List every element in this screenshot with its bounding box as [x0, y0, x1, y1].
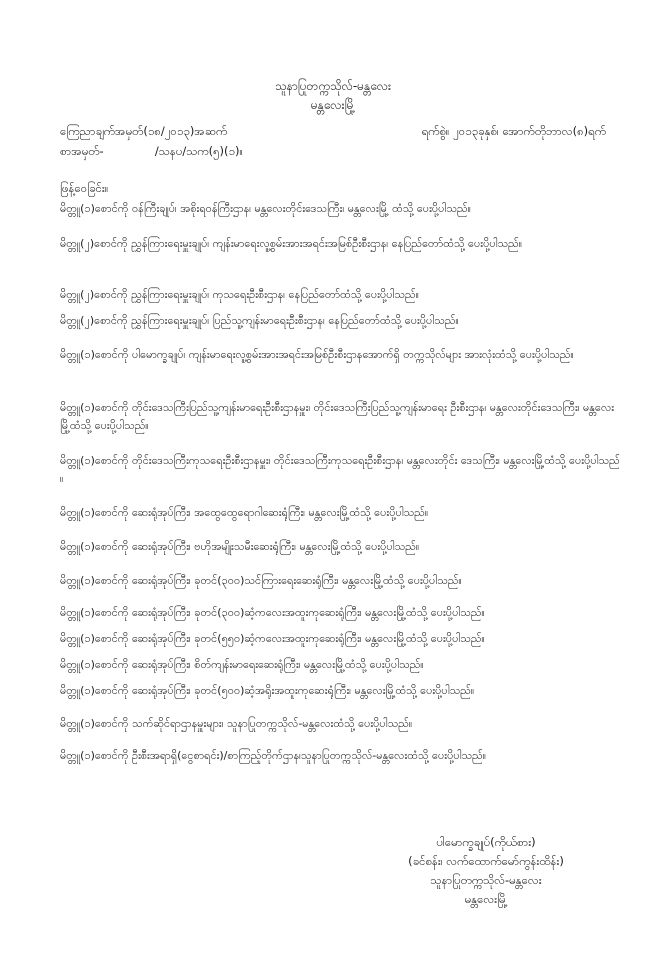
distribution-item: မိတ္တူ(၁)စောင်ကို ဆေးရုံအုပ်ကြီး၊ အထွေထွေရောဂါဆေးရုံကြီး၊ မန္တလေးမြို့ထံသို့ ပေးပို့ပါသည်။ — [60, 506, 429, 519]
header-city: မန္တလေးမြို့ — [310, 98, 356, 112]
distribution-item: မိတ္တူ(၁)စောင်ကို တိုင်းဒေသကြီးကုသရေးဦးစီးဌာနမှူး၊ တိုင်းဒေသကြီးကုသရေးဦးစီးဌာန၊ မန္တလေးတိုင်း ဒေသကြီး၊ မန္တလေးမြို့ထံသို့ ပေးပို့ပါသည်။ — [60, 454, 620, 485]
reference-line-1: ကြေညာချက်အမှတ်(၁၈/၂၀၁၃)အဆက် — [60, 124, 228, 138]
signature-title: ပါမောက္ခချုပ်(ကိုယ်စား) — [436, 835, 536, 849]
distribution-item: မိတ္တူ(၁)စောင်ကို ဦးစီးအရာရှိ(ငွေစာရင်း)/စာကြည့်တိုက်ဌာန၊သူနာပြုတက္ကသိုလ်-မန္တလေးထံသို့ ပေးပို့ပါသည်။ — [60, 749, 487, 762]
distribution-item: မိတ္တူ(၂)စောင်ကို ညွှန်ကြားရေးမှူးချုပ်၊ ကျန်းမာရေးလူ့စွမ်းအားအရင်းအမြစ်ဦးစီးဌာန၊ နေပြည်တော်ထံသို့ ပေးပို့ပါသည်။ — [60, 237, 523, 250]
distribution-item: မိတ္တူ(၁)စောင်ကို ဆေးရုံအုပ်ကြီး၊ ခုတင်(၃၀၀)ဆံ့ကလေးအထူးကုဆေးရုံကြီး၊ မန္တလေးမြို့ထံသို့ ပေးပို့ပါသည်။ — [60, 606, 485, 619]
reference-line-2: စာအမှတ်- /သနပ/သက(၅)(၁)။ — [60, 144, 243, 158]
distribution-item: မိတ္တူ(၁)စောင်ကို ဆေးရုံအုပ်ကြီး၊ စိတ်ကျန်းမာရေးဆေးရုံကြီး၊ မန္တလေးမြို့ထံသို့ ပေးပို့ပါသည်။ — [60, 658, 424, 671]
distribution-item: မိတ္တူ(၁)စောင်ကို သက်ဆိုင်ရာဌာနမှူးများ၊ သူနာပြုတက္ကသိုလ်-မန္တလေးထံသို့ ပေးပို့ပါသည်။ — [60, 717, 413, 730]
letter-date: ရက်စွဲ။ ၂၀၁၃ခုနှစ်၊ အောက်တိုဘာလ(၈)ရက် — [421, 124, 606, 138]
distribution-item: မိတ္တူ(၂)စောင်ကို ညွှန်ကြားရေးမှူးချုပ်၊ ပြည်သူ့ကျန်းမာရေးဦးစီးဌာန၊ နေပြည်တော်ထံသို့ ပေးပို့ပါသည်။ — [60, 314, 459, 327]
header-office: သူနာပြုတက္ကသိုလ်-မန္တလေး — [274, 79, 392, 93]
distribution-item: မိတ္တူ(၂)စောင်ကို ညွှန်ကြားရေးမှူးချုပ်၊ ကုသရေးဦးစီးဌာန၊ နေပြည်တော်ထံသို့ ပေးပို့ပါသည်။ — [60, 288, 420, 301]
distribution-heading: ဖြန့်ဝေခြင်း။ — [60, 181, 109, 195]
distribution-item: မိတ္တူ(၁)စောင်ကို ဆေးရုံအုပ်ကြီး၊ ခုတင်(၅၅၀)ဆံ့ကလေးအထူးကုဆေးရုံကြီး၊ မန္တလေးမြို့ထံသို့ ပေးပို့ပါသည်။ — [60, 632, 485, 645]
distribution-item: မိတ္တူ(၁)စောင်ကို ဆေးရုံအုပ်ကြီး၊ ဗဟိုအမျိုးသမီးဆေးရုံကြီး၊ မန္တလေးမြို့ထံသို့ ပေးပို့ပါသည်။ — [60, 540, 420, 553]
distribution-item: မိတ္တူ(၁)စောင်ကို တိုင်းဒေသကြီးပြည်သူ့ကျန်းမာရေးဦးစီးဌာနမှူး၊ တိုင်းဒေသကြီးပြည်သူ့ကျန်းမာရေး ဦးစီးဌာန၊ မန္တလေးတိုင်းဒေသကြီး၊ မန္တလေးမြို့ထံသို့ ပေးပို့ပါသည်။ — [60, 401, 615, 432]
signature-city: မန္တလေးမြို့ — [464, 892, 508, 906]
distribution-item: မိတ္တူ(၁)စောင်ကို ဝန်ကြီးချုပ်၊ အစိုးရဝန်ကြီးဌာန၊ မန္တလေးတိုင်းဒေသကြီး၊ မန္တလေးမြို့ ထံသို့ ပေးပို့ပါသည်။ — [60, 202, 471, 215]
signature-office: သူနာပြုတက္ကသိုလ်-မန္တလေး — [430, 873, 542, 887]
distribution-item: မိတ္တူ(၁)စောင်ကို ဆေးရုံအုပ်ကြီး၊ ခုတင်(၅၀၀)ဆံ့အရိုးအထူးကုဆေးရုံကြီး၊ မန္တလေးမြို့ထံသို့ ပေးပို့ပါသည်။ — [60, 684, 475, 697]
distribution-item: မိတ္တူ(၁)စောင်ကို ပါမောက္ခချုပ်၊ ကျန်းမာရေးလူ့စွမ်းအားအရင်းအမြစ်ဦးစီးဌာနအောက်ရှိ တက္ကသိုလ်များ အားလုံးထံသို့ ပေးပို့ပါသည်။ — [60, 348, 574, 361]
signature-name: (ခင်စန်း၊ လက်ထောက်မော်ကွန်းထိန်း) — [408, 854, 564, 868]
distribution-item: မိတ္တူ(၁)စောင်ကို ဆေးရုံအုပ်ကြီး၊ ခုတင်(၃၀၀)သင်ကြားရေးဆေးရုံကြီး၊ မန္တလေးမြို့ထံသို့ ပေးပို့ပါသည်။ — [60, 574, 462, 587]
